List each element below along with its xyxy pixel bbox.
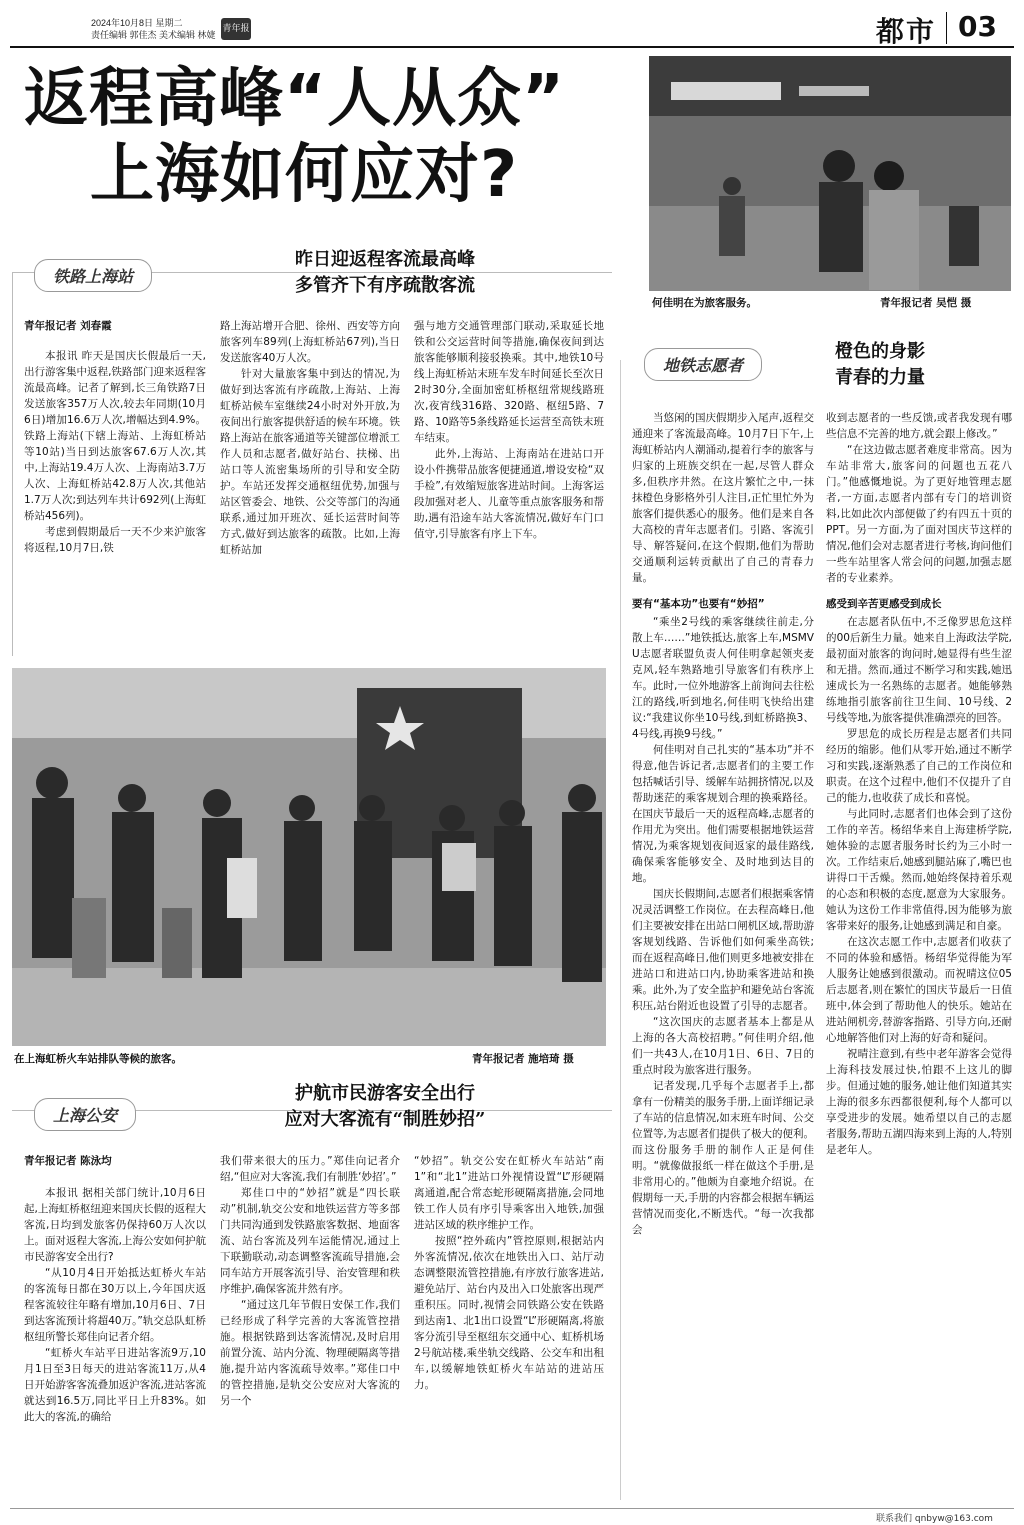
volunteer-subhead-2: 感受到辛苦更感受到成长 [826,598,942,610]
police-title-2: 应对大客流有“制胜妙招” [284,1109,486,1130]
police-byline: 青年报记者 陈泳均 [24,1155,112,1167]
photo-volunteer-service [649,56,1011,291]
headline-line1: 返程高峰“人从众” [24,62,566,136]
footer-contact: 联系我们 qnbyw@163.com [876,1514,993,1524]
photo-top-credit: 青年报记者 吴恺 摄 [880,297,972,309]
rail-tag: 铁路上海站 [34,259,152,292]
rail-byline: 青年报记者 刘春霞 [24,320,112,332]
rail-col-1: 本报讯 昨天是国庆长假最后一天,出行游客集中返程,铁路部门迎来返程客流最高峰。记者了解到,长三角铁路7日发送旅客357万人次,较去年同期(10月6日)增加16.6万人次,增幅达到4.9%。铁路上海站(下辖上海站、上海虹桥站等10站)当日到达旅客67.6万人次,其中,上海站19.4万人次、上海南站3.7万人次、上海虹桥站42.8万人次,其他站1.7万人次;到达列车共计692列(上海虹桥站456列)。 考虑到假期最后一天不少来沪旅客将返程,10月7日,铁 [24,350,206,554]
photo-station-queue [12,668,606,1046]
footer-rule [10,1508,1014,1509]
header-divider [946,12,947,44]
photo-middle-caption: 在上海虹桥火车站排队等候的旅客。 [14,1053,182,1065]
newspaper-logo-icon: 青年报 [221,18,251,40]
section-name: 都市 [876,15,937,48]
police-col-1: 本报讯 据相关部门统计,10月6日起,上海虹桥枢纽迎来国庆长假的返程大客流,日均到发旅客仍保持60万人次以上。面对返程大客流,上海公安如何护航市民游客安全出行? “从10月4日开始抵达虹桥火车站的客流每日都在30万以上,今年国庆返程客流较往年略有增加,10月6日、7日到达客流预计将超40万。”轨交总队虹桥枢纽所警长郑佳向记者介绍。 “虹桥火车站平日进站客流9万,10月1日至3日每天的进站客流11万,从4日开始游客客流叠加返沪客流,进站客流就达到16.5万,同比平日上升83%。如此大的客流,的确给 [24,1187,206,1423]
header-date: 2024年10月8日 星期二 [91,18,183,28]
page-number: 03 [958,10,997,43]
headline-line2: 上海如何应对? [90,138,519,212]
volunteer-left-rule [620,360,621,1500]
header-rule [10,46,1014,48]
police-col-2: 我们带来很大的压力。”郑佳向记者介绍,“但应对大客流,我们有制胜‘妙招’。” 郑佳口中的“妙招”就是“四长联动”机制,轨交公安和地铁运营方等多部门共同沟通到发铁路旅客数据、地面客流、站台客流及列车运能情况,通过上下联勤联动,动态调整客流疏导措施,会同车站方开展客流引导、治安管理和秩序维护,确保客流井然有序。 “通过这几年节假日安保工作,我们已经形成了科学完善的大客流管控措施。根据铁路到达客流情况,及时启用前置分流、站内分流、物理硬隔离等措施,提升站内客流疏导效率。”郑佳口中的管控措施,是轨交公安应对大客流的另一个 [220,1155,400,1407]
volunteer-tag: 地铁志愿者 [644,348,762,381]
volunteer-col-1: 当悠闲的国庆假期步入尾声,返程交通迎来了客流最高峰。10月7日下午,上海虹桥站内人潮涌动,提着行李的旅客与归家的上班族交织在一起,尽管人群众多,但秩序井然。在这片繁忙之中,一抹抹橙色身影格外引人注目,正忙里忙外为旅客们提供悉心的服务。他们是来自各大高校的青年志愿者们。引路、客流引导、解答疑问,在这个假期,他们为帮助交通顺利运转贡献出了自己的青春力量。 要有“基本功”也要有“妙招” “乘坐2号线的乘客继续往前走,分散上车……”地铁抵达,旅客上车,MSMVU志愿者联盟负责人何佳明拿起领夹麦克风,轻车熟路地引导旅客们有秩序上车。此时,一位外地游客上前询问去往松江的路线,听到地名,何佳明飞快给出建议:“我建议你坐10号线,到虹桥路换3、4号线,再换9号线。” 何佳明对自己扎实的“基本功”并不得意,他告诉记者,志愿者们的主要工作包括喊话引导、缓解车站拥挤情况,以及帮助迷茫的乘客规划合理的换乘路径。在国庆节最后一天的返程高峰,志愿者的作用尤为突出。他们需要根据地铁运营情况,为乘客规划夜间返家的最佳路线,确保乘客能够安全、及时地到达目的地。 国庆长假期间,志愿者们根据乘客情况灵活调整工作岗位。在去程高峰日,他们主要被安排在出站口闸机区域,帮助游客规划线路、告诉他们如何乘坐高铁;而在返程高峰日,他们则更多地被安排在进站口和进站口内,协助乘客进站和换乘。此外,为了安全监护和避免站台客流积压,站台附近也设置了引导的志愿者。 “这次国庆的志愿者基本上都是从上海的各大高校招聘。”何佳明介绍,他们一共43人,在10月1日、6日、7日的重点时段为旅客进行服务。 记者发现,几乎每个志愿者手上,都拿有一份精美的服务手册,上面详细记录了车站的信息情况,如末班车时间、公交位置等,为志愿者们提供了极大的便利。而这份服务手册的制作人正是何佳明。“就像做报纸一样在做这个手册,是非常用心的。”他颇为自豪地介绍说。在假期每一天,手册的内容都会根据车辆运营情况而变化,不断迭代。“每一次我都会 [632,412,814,1236]
header-editors: 责任编辑 郭佳杰 美术编辑 林婕 [91,30,216,40]
volunteer-title-1: 橙色的身影 [835,341,925,362]
police-title-1: 护航市民游客安全出行 [295,1083,475,1104]
police-tag: 上海公安 [34,1098,136,1131]
volunteer-title-2: 青春的力量 [835,367,925,388]
volunteer-col-2: 收到志愿者的一些反馈,或者我发现有哪些信息不完善的地方,就会跟上修改。” “在这边做志愿者难度非常高。因为车站非常大,旅客问的问题也五花八门。”他感慨地说。为了更好地管理志愿者,一方面,志愿者内部有专门的培训资料,比如此次内部便做了约有四五十页的PPT。另一方面,为了面对国庆节这样的情况,他们会对志愿者进行考核,询问他们一些车站里客人常会问的问题,加强志愿者的专业素养。 感受到辛苦更感受到成长 在志愿者队伍中,不乏像罗思危这样的00后新生力量。她来自上海政法学院,最初面对旅客的询问时,她显得有些生涩和无措。然而,通过不断学习和实践,她迅速成长为一名熟练的志愿者。她能够熟练地指引旅客前往卫生间、10号线、2号线等地,为旅客提供准确漂亮的回答。 罗思危的成长历程是志愿者们共同经历的缩影。他们从零开始,通过不断学习和实践,逐渐熟悉了自己的工作岗位和职责。在这个过程中,他们不仅提升了自己的能力,也收获了成长和喜悦。 与此同时,志愿者们也体会到了这份工作的辛苦。杨绍华来自上海建桥学院,她体验的志愿者服务时长约为三小时一次。工作结束后,她感到腿站麻了,嘴巴也讲得口干舌燥。然而,她始终保持着乐观的心态和积极的态度,愿意为大家服务。她认为这份工作非常值得,因为能够为旅客带来好的服务,让她感到满足和自豪。 在这次志愿工作中,志愿者们收获了不同的体验和感悟。杨绍华觉得能为军人服务让她感到很激动。而祝晴这位05后志愿者,则在繁忙的国庆节最后一日值班中,体会到了帮助他人的快乐。她站在进站闸机旁,替游客指路、引导方向,还耐心地解答他们对上海的好奇和疑问。 祝晴注意到,有些中老年游客会觉得上海科技发展过快,怕跟不上这儿的脚步。但通过她的服务,她让他们知道其实上海的很多东西都很便利,每个人都可以享受进步的发展。她希望以自己的志愿者服务,帮助五湖四海来到上海的人,特别是老年人。 [826,412,1012,1156]
rail-title-1: 昨日迎返程客流最高峰 [295,249,475,270]
photo-middle-credit: 青年报记者 施培琦 摄 [472,1053,574,1065]
rail-col-2: 路上海站增开合肥、徐州、西安等方向旅客列车89列(上海虹桥站67列),当日发送旅客40万人次。 针对大量旅客集中到达的情况,为做好到达客流有序疏散,上海站、上海虹桥站候车室继续24小时对外开放,为夜间出行旅客提供舒适的候车环境。铁路上海站在旅客通道等关键部位增派工作人员和志愿者,做好站台、扶梯、出站口等人流密集场所的引导和安全防护。车站还发挥交通枢纽优势,加强与站区管委会、地铁、公交等部门的沟通联系,通过加开班次、延长运营时间等方式,做好到达旅客的疏散。比如,上海虹桥站加 [220,320,400,556]
rail-col-3: 强与地方交通管理部门联动,采取延长地铁和公交运营时间等措施,确保夜间到达旅客能够顺利接驳换乘。其中,地铁10号线上海虹桥站末班车发车时间延长至次日2时30分,全面加密虹桥枢纽常规线路班次,夜宵线316路、320路、枢纽5路、7路、10路等5条线路延长运营至高铁末班车结束。 此外,上海站、上海南站在进站口开设小件携带品旅客便捷通道,增设安检“双手检”,有效缩短旅客进站时间。上海客运段加强对老人、儿童等重点旅客服务和帮助,遇有沿途车站大客流情况,做好车门口值守,引导旅客有序上下车。 [414,320,604,540]
police-col-3: “妙招”。轨交公安在虹桥火车站站“南1”和“北1”进站口外视情设置“L”形硬隔离通道,配合常态蛇形硬隔离措施,会同地铁工作人员有序引导乘客出入地铁,加强进站区域的秩序维护工作。 按照“控外疏内”管控原则,根据站内外客流情况,依次在地铁出入口、站厅动态调整限流管控措施,有序放行旅客进站,避免站厅、站台内及出入口处旅客出现严重积压。同时,视情会同铁路公安在铁路到达南1、北1出口设置“L”形硬隔离,将旅客分流引导至枢纽东交通中心、虹桥机场2号航站楼,乘坐轨交线路、公交车和出租车,以缓解地铁虹桥火车站站的进站压力。 [414,1155,604,1391]
photo-top-caption: 何佳明在为旅客服务。 [652,297,757,309]
volunteer-subhead-1: 要有“基本功”也要有“妙招” [632,598,765,610]
rail-title-2: 多管齐下有序疏散客流 [295,275,475,296]
